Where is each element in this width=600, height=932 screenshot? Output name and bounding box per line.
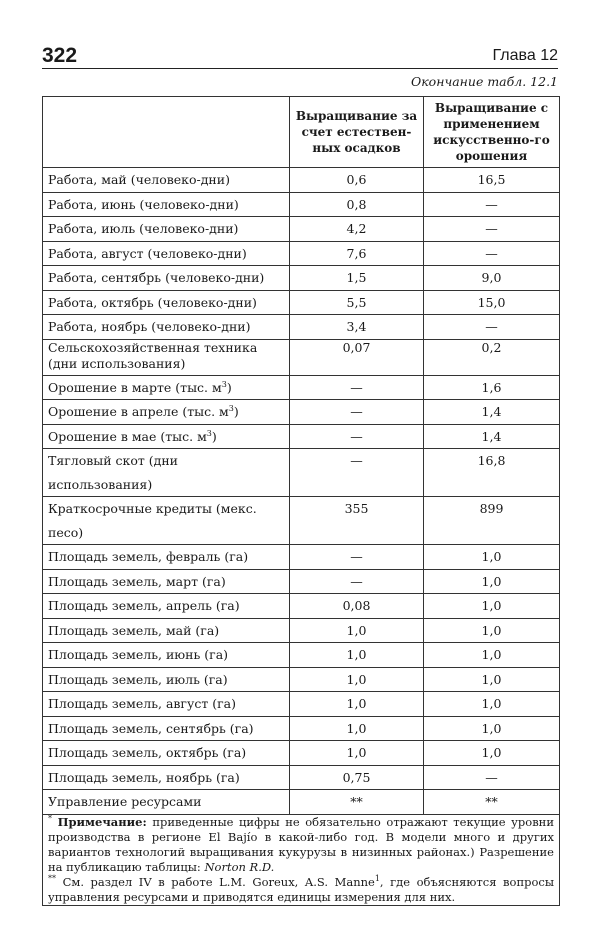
- cell-irrigated: 16,5: [424, 168, 560, 193]
- row-label-text: Площадь земель, октябрь (га): [48, 745, 247, 760]
- row-label: [43, 692, 290, 717]
- row-label: [43, 643, 290, 668]
- row-label-sup: 3: [206, 428, 212, 438]
- cell-irrigated: —: [424, 765, 560, 790]
- cell-irrigated: 0,2: [424, 339, 560, 375]
- row-label-text: Орошение в апреле (тыс. м: [48, 404, 229, 419]
- table-row: [43, 290, 560, 315]
- table-row: [43, 667, 560, 692]
- row-label: [43, 424, 290, 449]
- row-label-text: Работа, август (человеко-дни): [48, 245, 247, 261]
- table-row: [43, 790, 560, 815]
- row-label: [43, 545, 290, 570]
- row-label-text: Сельскохозяйственная техника (дни использования): [48, 339, 258, 371]
- table-row: [43, 692, 560, 717]
- table-row: [43, 168, 560, 193]
- table-row: [43, 569, 560, 594]
- cell-irrigated: 1,0: [424, 594, 560, 619]
- cell-irrigated: 1,4: [424, 400, 560, 425]
- row-label-text: Краткосрочные кредиты (мекс. песо): [48, 501, 257, 540]
- cell-natural: 1,5: [290, 266, 424, 291]
- row-label-text: Работа, октябрь (человеко-дни): [48, 294, 257, 310]
- row-label: [43, 497, 290, 545]
- cell-irrigated: 9,0: [424, 266, 560, 291]
- row-label: [43, 790, 290, 815]
- cell-irrigated: —: [424, 241, 560, 266]
- row-label: [43, 241, 290, 266]
- table-body: [43, 168, 560, 815]
- row-label: [43, 290, 290, 315]
- cell-natural: 0,07: [290, 339, 424, 375]
- cell-irrigated: 1,0: [424, 569, 560, 594]
- table-row: [43, 545, 560, 570]
- row-label-text: Площадь земель, июль (га): [48, 671, 228, 687]
- cell-natural: —: [290, 424, 424, 449]
- cell-natural: —: [290, 449, 424, 497]
- row-label: [43, 400, 290, 425]
- cell-natural: **: [290, 790, 424, 815]
- cell-natural: 3,4: [290, 315, 424, 340]
- row-label-text: Орошение в мае (тыс. м: [48, 428, 207, 444]
- notes-cell: [43, 814, 560, 905]
- note-1: [48, 815, 554, 875]
- table-row: [43, 643, 560, 668]
- table-row: [43, 192, 560, 217]
- cell-irrigated: 1,0: [424, 667, 560, 692]
- note-2-text-a: См. раздел IV в работе L.M. Goreux, A.S. Manne: [62, 874, 375, 889]
- row-label-text: Площадь земель, сентябрь (га): [48, 720, 254, 736]
- note-2-ref: 1: [374, 873, 380, 883]
- table-row: [43, 217, 560, 242]
- row-label: [43, 765, 290, 790]
- cell-natural: —: [290, 545, 424, 570]
- row-label: [43, 569, 290, 594]
- row-label-text: Площадь земель, июнь (га): [48, 647, 229, 662]
- row-label-end: ): [233, 404, 239, 419]
- row-label-end: ): [226, 379, 232, 395]
- cell-irrigated: 899: [424, 497, 560, 545]
- row-label: [43, 449, 290, 497]
- row-label-text: Тягловый скот (дни использования): [48, 453, 178, 492]
- note-2-mark: **: [48, 873, 56, 883]
- table-row: [43, 315, 560, 340]
- table-row: [43, 618, 560, 643]
- cell-irrigated: 1,0: [424, 741, 560, 766]
- row-label-text: Работа, май (человеко-дни): [48, 172, 230, 187]
- table-row: [43, 741, 560, 766]
- page-number: 322: [42, 44, 78, 67]
- cell-irrigated: —: [424, 315, 560, 340]
- row-label: [43, 594, 290, 619]
- row-label: [43, 266, 290, 291]
- data-table: [42, 96, 560, 906]
- cell-irrigated: 1,0: [424, 692, 560, 717]
- cell-natural: 0,08: [290, 594, 424, 619]
- row-label-text: Площадь земель, апрель (га): [48, 598, 240, 613]
- row-label: [43, 618, 290, 643]
- cell-irrigated: —: [424, 217, 560, 242]
- row-label: [43, 716, 290, 741]
- row-label-sup: 3: [228, 403, 234, 413]
- row-label-text: Работа, июнь (человеко-дни): [48, 196, 239, 212]
- cell-natural: —: [290, 569, 424, 594]
- row-label-sup: 3: [221, 379, 227, 389]
- cell-natural: 4,2: [290, 217, 424, 242]
- note-1-mark: *: [48, 813, 52, 823]
- table-row: [43, 716, 560, 741]
- table-row: [43, 375, 560, 400]
- row-label-text: Орошение в марте (тыс. м: [48, 379, 222, 395]
- cell-natural: 1,0: [290, 716, 424, 741]
- row-label-text: Площадь земель, ноябрь (га): [48, 769, 240, 785]
- row-label-text: Управление ресурсами: [48, 794, 202, 809]
- table-row: [43, 594, 560, 619]
- table-row: [43, 497, 560, 545]
- cell-natural: 1,0: [290, 692, 424, 717]
- note-1-author: Norton R.D.: [204, 859, 275, 874]
- table-row: [43, 424, 560, 449]
- table-row: [43, 449, 560, 497]
- row-label: [43, 741, 290, 766]
- cell-natural: 0,6: [290, 168, 424, 193]
- cell-irrigated: 1,0: [424, 716, 560, 741]
- table-row: [43, 765, 560, 790]
- row-label-text: Площадь земель, май (га): [48, 622, 220, 638]
- cell-natural: 355: [290, 497, 424, 545]
- cell-natural: 0,8: [290, 192, 424, 217]
- table-row: [43, 400, 560, 425]
- cell-irrigated: 1,6: [424, 375, 560, 400]
- cell-natural: 1,0: [290, 643, 424, 668]
- cell-natural: 1,0: [290, 667, 424, 692]
- row-label-text: Площадь земель, март (га): [48, 573, 226, 589]
- cell-natural: —: [290, 400, 424, 425]
- cell-natural: 1,0: [290, 618, 424, 643]
- table-caption: Окончание табл. 12.1: [410, 74, 558, 89]
- row-label: [43, 375, 290, 400]
- header-rule: [42, 68, 558, 69]
- cell-irrigated: 15,0: [424, 290, 560, 315]
- column-header-label: [43, 97, 290, 168]
- cell-natural: —: [290, 375, 424, 400]
- table-row: [43, 339, 560, 375]
- row-label: [43, 667, 290, 692]
- row-label-end: ): [211, 428, 217, 444]
- column-header-irrigated: Выращивание с применением искусственно-го орошения: [424, 97, 560, 168]
- row-label-text: Площадь земель, август (га): [48, 696, 236, 711]
- chapter-title: Глава 12: [492, 47, 558, 64]
- row-label-text: Работа, июль (человеко-дни): [48, 221, 239, 236]
- row-label: [43, 217, 290, 242]
- cell-irrigated: —: [424, 192, 560, 217]
- cell-irrigated: 1,0: [424, 643, 560, 668]
- table-row: [43, 266, 560, 291]
- table-header-row: [43, 97, 560, 168]
- cell-natural: 1,0: [290, 741, 424, 766]
- row-label: [43, 168, 290, 193]
- cell-natural: 0,75: [290, 765, 424, 790]
- row-label: [43, 192, 290, 217]
- table-row: [43, 241, 560, 266]
- cell-irrigated: 1,0: [424, 545, 560, 570]
- cell-natural: 5,5: [290, 290, 424, 315]
- notes-row: [43, 814, 560, 905]
- cell-irrigated: 16,8: [424, 449, 560, 497]
- cell-irrigated: **: [424, 790, 560, 815]
- row-label-text: Площадь земель, февраль (га): [48, 549, 249, 564]
- note-2: [48, 875, 554, 905]
- note-2-text-b: , где объясняются вопросы управления ресурсами и приводятся единицы измерения для них.: [48, 874, 554, 904]
- note-1-heading: Примечание:: [57, 814, 147, 829]
- row-label-text: Работа, ноябрь (человеко-дни): [48, 319, 251, 334]
- column-header-natural: Выращивание за счет естествен-ных осадков: [290, 97, 424, 168]
- note-1-text: приведенные цифры не обязательно отражают текущие уровни производства в регионе El Bajío в какой-либо год. В модели много и других вариантов технологий выращивания кукурузы в низинных районах.) Разрешение на публикацию таблицы:: [48, 814, 555, 874]
- cell-irrigated: 1,0: [424, 618, 560, 643]
- cell-irrigated: 1,4: [424, 424, 560, 449]
- row-label: [43, 315, 290, 340]
- row-label-text: Работа, сентябрь (человеко-дни): [48, 270, 265, 285]
- row-label: [43, 339, 290, 375]
- cell-natural: 7,6: [290, 241, 424, 266]
